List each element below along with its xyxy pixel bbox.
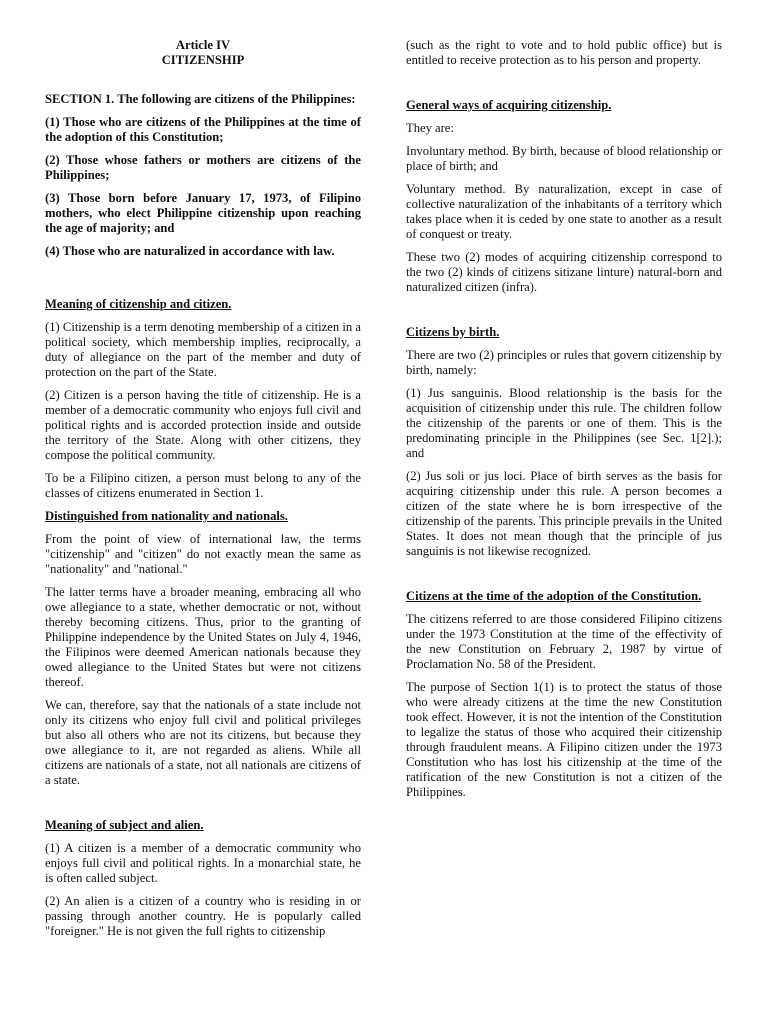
section-1-intro: SECTION 1. The following are citizens of the Philippines: bbox=[45, 92, 356, 106]
paragraph: (2) Jus soli or jus loci. Place of birth serves as the basis for acquiring citizenship under this rule. A person becomes a citizen of the state where he is born irrespective of the citizenship of the parents. This principle prevails in the United States. It does not mean though that the principle of jus sanguinis is not likewise recognized. bbox=[406, 469, 722, 558]
article-title-block bbox=[45, 38, 361, 68]
article-number: Article IV bbox=[175, 38, 231, 52]
heading-general-ways: General ways of acquiring citizenship. bbox=[406, 98, 612, 112]
paragraph: The latter terms have a broader meaning, embracing all who owe allegiance to a state, whether democratic or not, without thereby becoming citizens. Thus, prior to the granting of Philippine independence by the United States on July 4, 1946, the Filipinos were deemed American nationals because they owed allegiance to the United States but were not citizens thereof. bbox=[45, 585, 361, 689]
paragraph-continuation: (such as the right to vote and to hold public office) but is entitled to receive protection as to his person and property. bbox=[406, 38, 722, 67]
paragraph: There are two (2) principles or rules that govern citizenship by birth, namely: bbox=[406, 348, 722, 377]
paragraph: They are: bbox=[406, 121, 454, 135]
section-1-item: (1) Those who are citizens of the Philippines at the time of the adoption of this Constitution; bbox=[45, 115, 361, 144]
section-1-item: (3) Those born before January 17, 1973, of Filipino mothers, who elect Philippine citizenship upon reaching the age of majority; and bbox=[45, 191, 361, 235]
paragraph: (2) An alien is a citizen of a country who is residing in or passing through another country. He is popularly called "foreigner." He is not given the full rights to citizenship bbox=[45, 894, 361, 938]
right-column bbox=[406, 38, 722, 808]
paragraph: To be a Filipino citizen, a person must belong to any of the classes of citizens enumerated in Section 1. bbox=[45, 471, 361, 500]
heading-citizens-by-birth: Citizens by birth. bbox=[406, 325, 500, 339]
paragraph: The citizens referred to are those considered Filipino citizens under the 1973 Constitution at the time of the effectivity of the new Constitution on February 2, 1987 by virtue of Proclamation No. 58 of the President. bbox=[406, 612, 722, 671]
paragraph: Voluntary method. By naturalization, except in case of collective naturalization of the inhabitants of a territory which takes place when it is ceded by one state to another as a result of conquest or treaty. bbox=[406, 182, 722, 241]
heading-distinguished: Distinguished from nationality and nationals. bbox=[45, 509, 288, 523]
paragraph: From the point of view of international law, the terms "citizenship" and "citizen" do not exactly mean the same as "nationality" and "national." bbox=[45, 532, 361, 576]
paragraph: The purpose of Section 1(1) is to protect the status of those who were already citizens at the time the new Constitution took effect. However, it is not the intention of the Constitution to legalize the status of those who acquired their citizenship through fraudulent means. A Filipino citizen under the 1973 Constitution who has lost his citizenship at the time of the ratification of the new Constitution is not a citizen of the Philippines. bbox=[406, 680, 722, 799]
paragraph: (1) Citizenship is a term denoting membership of a citizen in a political society, which membership implies, reciprocally, a duty of allegiance on the part of the member and duty of protection on the part of the State. bbox=[45, 320, 361, 379]
paragraph: (2) Citizen is a person having the title of citizenship. He is a member of a democratic community who enjoys full civil and political rights and is accorded protection inside and outside the territory of the State. Along with other citizens, they compose the political community. bbox=[45, 388, 361, 462]
paragraph: (1) Jus sanguinis. Blood relationship is the basis for the acquisition of citizenship under this rule. The children follow the citizenship of the parents or one of them. This is the predominating principle in the Philippines (see Sec. 1[2].); and bbox=[406, 386, 722, 460]
section-1-item: (2) Those whose fathers or mothers are citizens of the Philippines; bbox=[45, 153, 361, 182]
heading-meaning-citizenship: Meaning of citizenship and citizen. bbox=[45, 297, 232, 311]
paragraph: These two (2) modes of acquiring citizenship correspond to the two (2) kinds of citizens sitizane linture) natural-born and naturalized citizen (infra). bbox=[406, 250, 722, 294]
paragraph: We can, therefore, say that the nationals of a state include not only its citizens who enjoy full civil and political privileges but also all others who are not its citizens, but because they owe allegiance to it, are not regarded as aliens. While all citizens are nationals of a state, not all nationals are citizens of a state. bbox=[45, 698, 361, 787]
paragraph: Involuntary method. By birth, because of blood relationship or place of birth; and bbox=[406, 144, 722, 173]
section-1-item: (4) Those who are naturalized in accordance with law. bbox=[45, 244, 335, 258]
heading-subject-alien: Meaning of subject and alien. bbox=[45, 818, 204, 832]
paragraph: (1) A citizen is a member of a democratic community who enjoys full civil and political rights. In a monarchial state, he is often called subject. bbox=[45, 841, 361, 885]
article-name: CITIZENSHIP bbox=[161, 53, 245, 67]
heading-citizens-at-adoption: Citizens at the time of the adoption of the Constitution. bbox=[406, 589, 702, 603]
left-column bbox=[45, 38, 361, 947]
